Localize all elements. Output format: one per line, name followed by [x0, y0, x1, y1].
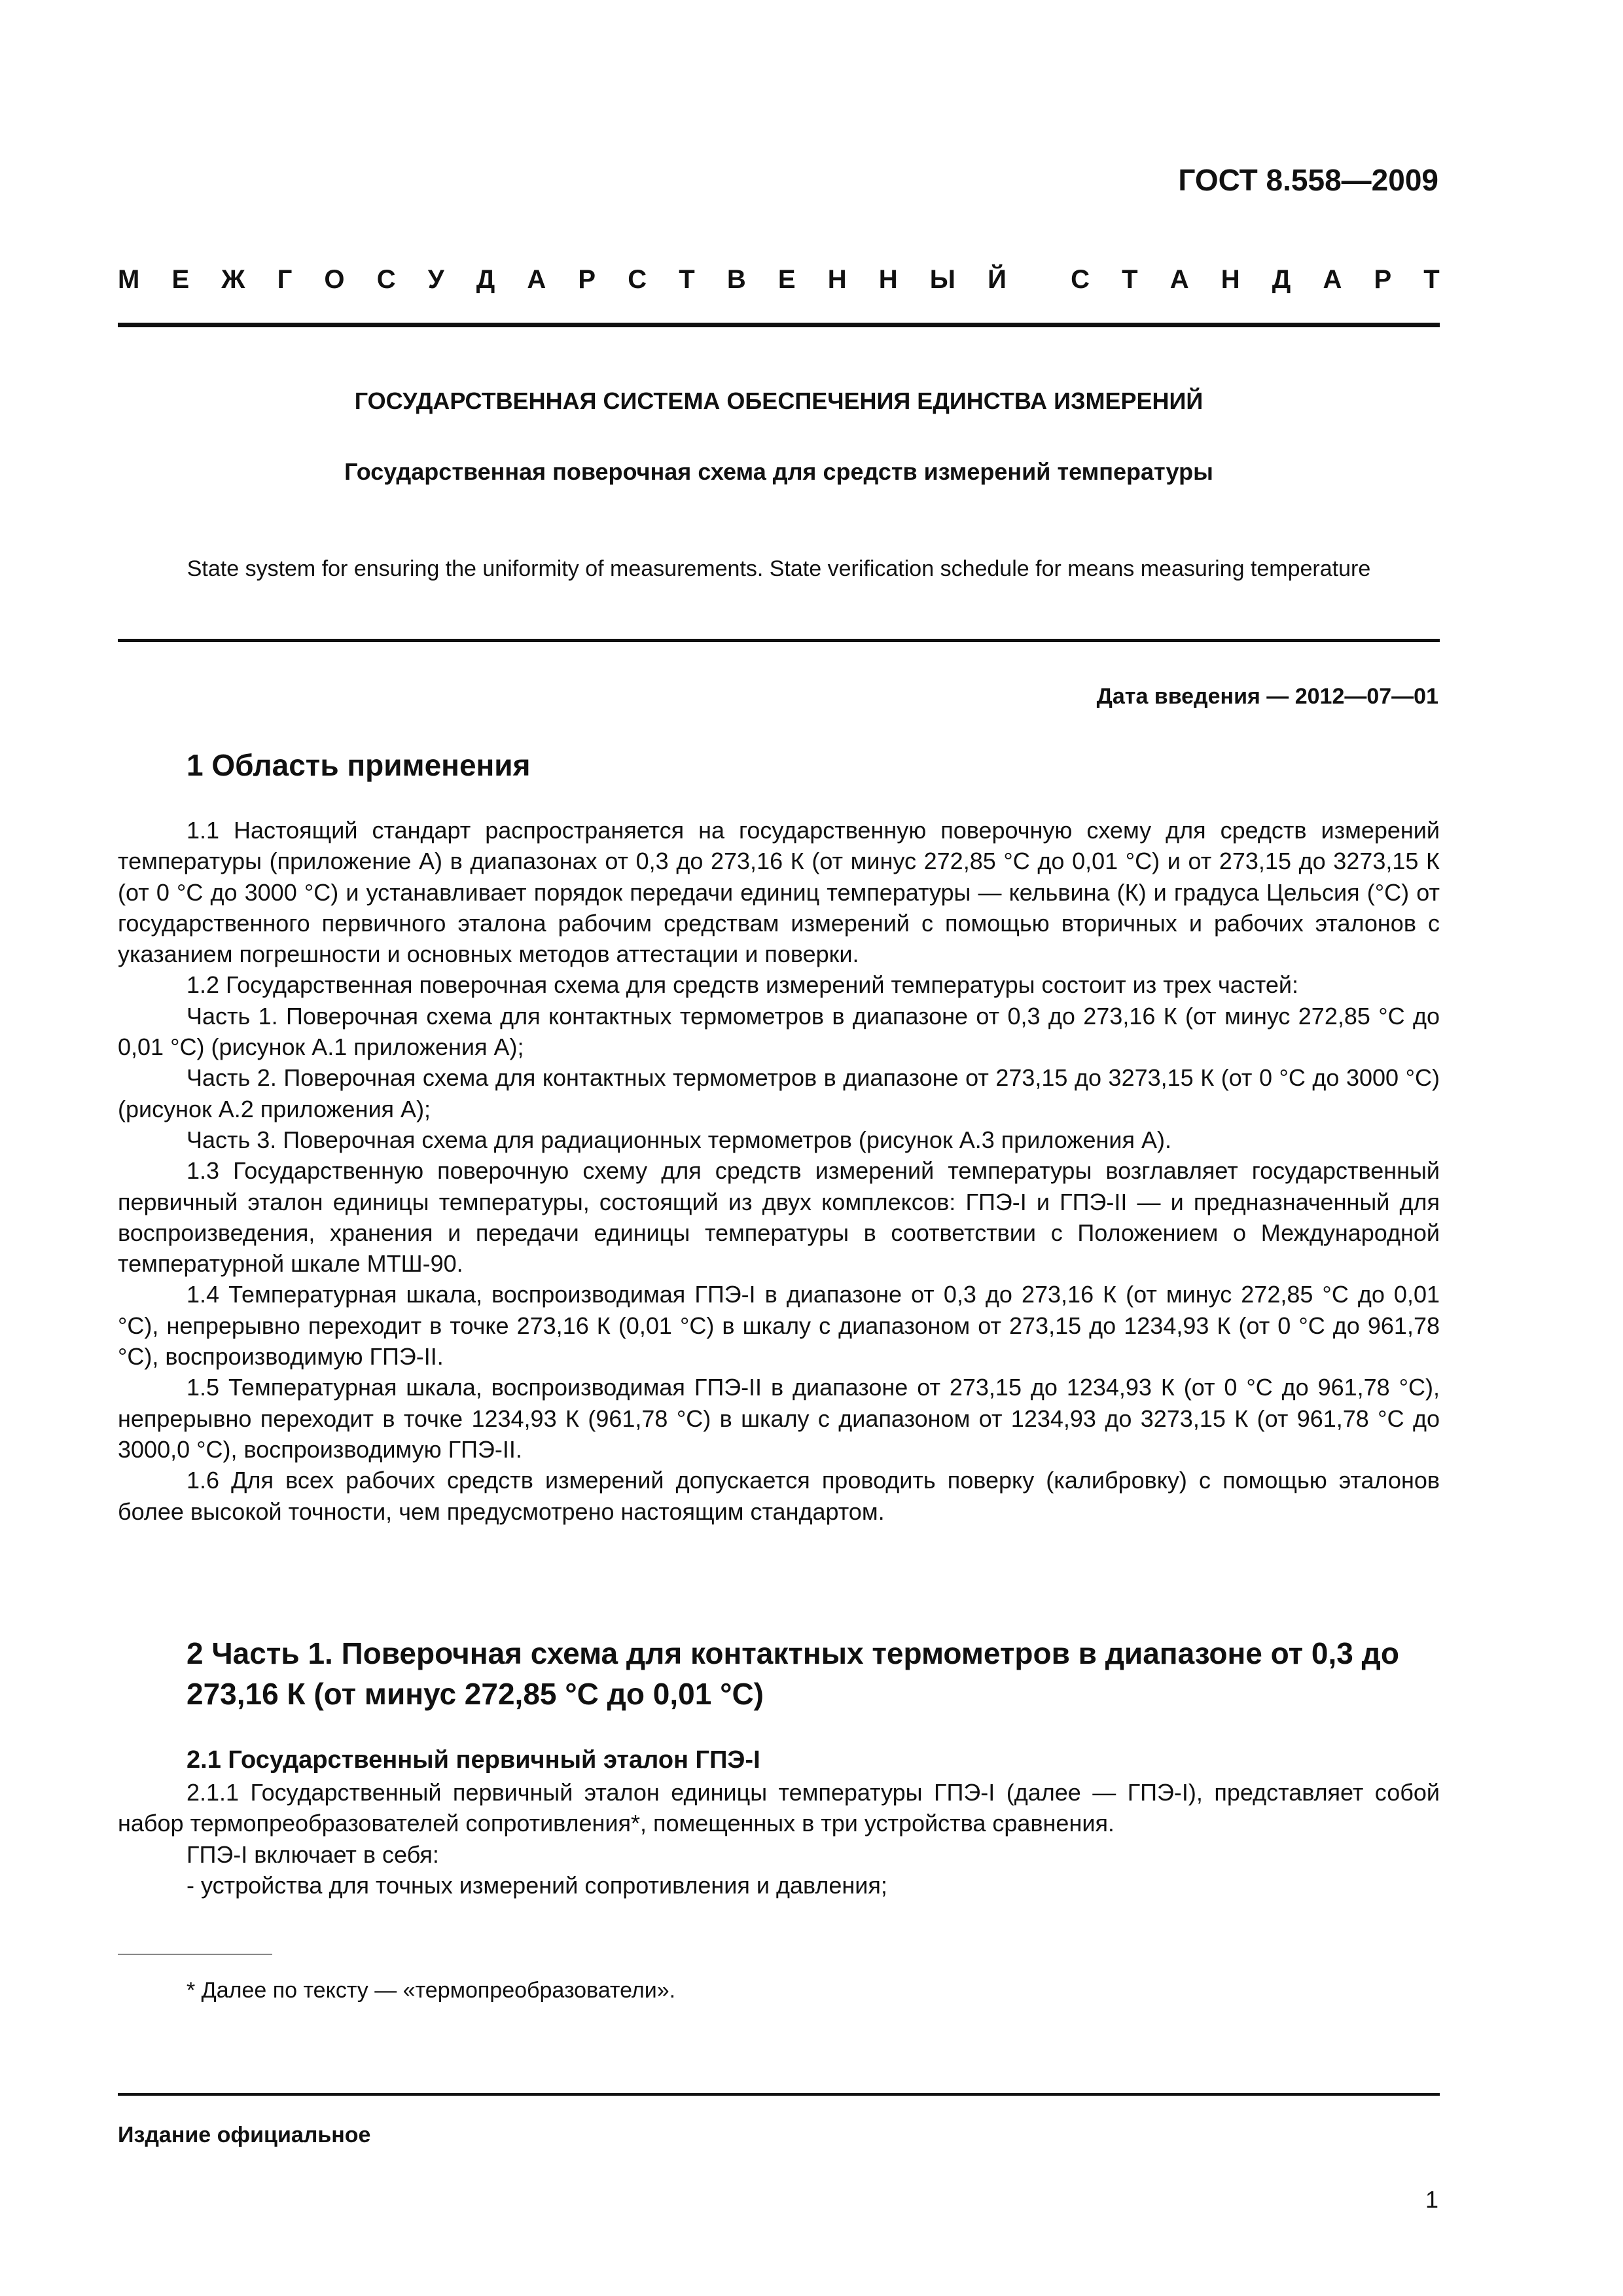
english-title: State system for ensuring the uniformity of measurements. State verification schedule for means measuring temperature: [187, 556, 1371, 581]
footnote: * Далее по тексту — «термопреобразователи».: [187, 1978, 676, 2003]
caption-letter: Й: [988, 265, 1007, 294]
page-number: 1: [1425, 2186, 1438, 2213]
caption-letter: А: [1323, 265, 1342, 294]
caption-letter: У: [427, 265, 444, 294]
caption-letter: Т: [1122, 265, 1138, 294]
caption-letter: Д: [476, 265, 495, 294]
paragraph: 1.2 Государственная поверочная схема для средств измерений температуры состоит из трех частей:: [187, 971, 1298, 999]
caption-letter: Р: [578, 265, 596, 294]
caption-letter: А: [527, 265, 546, 294]
caption-letter: Т: [679, 265, 695, 294]
paragraph: Часть 2. Поверочная схема для контактных термометров в диапазоне от 273,15 до 3273,15 К (от 0 °С до 3000 °С) (рисунок А.2 приложения А);: [118, 1064, 1440, 1122]
footer-divider: [118, 2093, 1440, 2096]
doc-number: ГОСТ 8.558—2009: [1178, 163, 1438, 197]
caption-letter: С: [1071, 265, 1090, 294]
header-divider: [118, 323, 1440, 327]
caption-letter: Н: [878, 265, 898, 294]
paragraph: Часть 1. Поверочная схема для контактных термометров в диапазоне от 0,3 до 273,16 К (от минус 272,85 °С до 0,01 °С) (рисунок А.1 приложения А);: [118, 1002, 1440, 1061]
caption-letter: А: [1169, 265, 1189, 294]
section-2-body: [118, 1777, 1440, 1901]
paragraph: 2.1.1 Государственный первичный эталон единицы температуры ГПЭ-I (далее — ГПЭ-I), представляет собой набор термопреобразователей сопротивления*, помещенных в три устройства сравнения.: [118, 1779, 1440, 1837]
caption-letter: С: [628, 265, 647, 294]
subsection-2-1-heading: 2.1 Государственный первичный эталон ГПЭ-I: [187, 1746, 760, 1774]
footnote-separator: [118, 1954, 272, 1955]
caption-letter: Т: [1423, 265, 1440, 294]
paragraph: Часть 3. Поверочная схема для радиационных термометров (рисунок А.3 приложения А).: [187, 1126, 1171, 1153]
paragraph: 1.5 Температурная шкала, воспроизводимая ГПЭ-II в диапазоне от 273,15 до 1234,93 К (от 0 °С до 961,78 °С), непрерывно переходит в точке 1234,93 К (961,78 °С) в шкалу с диапазоном от 1234,93 до 3273,15 К (от 961,78 °С до 3000,0 °С), воспроизводимую ГПЭ-II.: [118, 1374, 1440, 1463]
paragraph: 1.1 Настоящий стандарт распространяется на государственную поверочную схему для средств измерений температуры (приложение А) в диапазонах от 0,3 до 273,16 К (от минус 272,85 °С до 0,01 °С) и от 273,15 до 3273,15 К (от 0 °С до 3000 °С) и устанавливает порядок передачи единиц температуры — кельвина (К) и градуса Цельсия (°С) от государственного первичного эталона рабочим средствам измерений с помощью вторичных и рабочих эталонов с указанием погрешности и основных методов аттестации и поверки.: [118, 817, 1440, 968]
caption-letter: Е: [777, 265, 796, 294]
caption-letter: Ж: [221, 265, 245, 294]
edition-label: Издание официальное: [118, 2123, 371, 2147]
caption-letter: В: [726, 265, 746, 294]
caption-letter: О: [324, 265, 345, 294]
system-title: ГОСУДАРСТВЕННАЯ СИСТЕМА ОБЕСПЕЧЕНИЯ ЕДИНСТВА ИЗМЕРЕНИЙ: [354, 387, 1204, 414]
interstate-standard-caption: [118, 265, 1440, 295]
paragraph: 1.6 Для всех рабочих средств измерений допускается проводить поверку (калибровку) с помощью эталонов более высокой точности, чем предусмотрено настоящим стандартом.: [118, 1467, 1440, 1525]
section-1-body: [118, 815, 1440, 1527]
caption-letter: Р: [1374, 265, 1392, 294]
document-subtitle: Государственная поверочная схема для средств измерений температуры: [344, 458, 1213, 485]
caption-letter: М: [118, 265, 140, 294]
caption-letter: Ы: [929, 265, 955, 294]
paragraph: 1.4 Температурная шкала, воспроизводимая ГПЭ-I в диапазоне от 0,3 до 273,16 К (от минус 272,85 °С до 0,01 °С), непрерывно переходит в точке 273,16 К (0,01 °С) в шкалу с диапазоном от 273,15 до 1234,93 К (от 0 °С до 961,78 °С), воспроизводимую ГПЭ-II.: [118, 1281, 1440, 1371]
paragraph: ГПЭ-I включает в себя:: [187, 1840, 439, 1868]
list-item: - устройства для точных измерений сопротивления и давления;: [187, 1871, 887, 1899]
caption-letter: Н: [827, 265, 847, 294]
caption-letter: С: [376, 265, 396, 294]
caption-letter: Е: [171, 265, 190, 294]
caption-letter: Д: [1272, 265, 1291, 294]
section-2-heading: 2 Часть 1. Поверочная схема для контактных термометров в диапазоне от 0,3 до 273,16 К (от минус 272,85 °С до 0,01 °С): [187, 1636, 1399, 1711]
section-1-heading: 1 Область применения: [187, 748, 531, 782]
title-divider: [118, 639, 1440, 642]
introduction-date: Дата введения — 2012—07—01: [1096, 684, 1438, 709]
caption-letter: Н: [1221, 265, 1240, 294]
paragraph: 1.3 Государственную поверочную схему для средств измерений температуры возглавляет государственный первичный эталон единицы температуры, состоящий из двух комплексов: ГПЭ-I и ГПЭ-II — и предназначенный для воспроизведения, хранения и передачи единицы температуры в соответствии с Положением о Международной температурной шкале МТШ-90.: [118, 1157, 1440, 1278]
caption-letter: Г: [277, 265, 293, 294]
